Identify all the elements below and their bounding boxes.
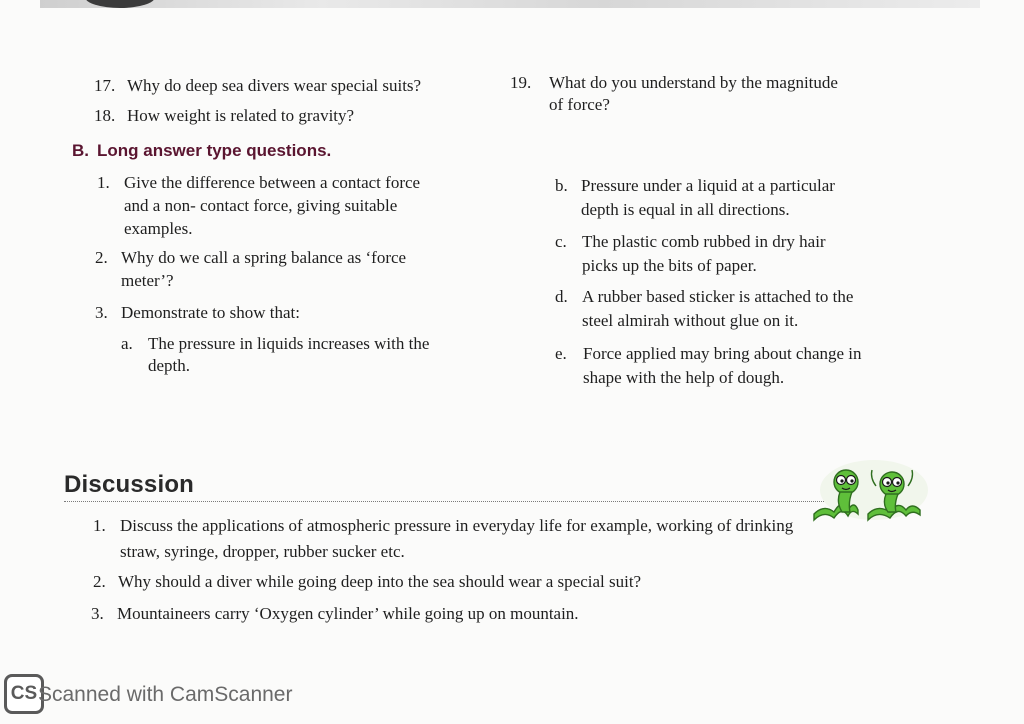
demonstrate-item-b (555, 174, 925, 222)
question-text: How weight is related to gravity? (127, 106, 355, 125)
item-text-line: Pressure under a liquid at a particular (581, 176, 835, 195)
question-number: 3. (95, 303, 108, 322)
item-text-line: A rubber based sticker is attached to the (582, 287, 854, 306)
discussion-heading: Discussion (64, 471, 195, 498)
item-text-line: depth. (148, 356, 191, 375)
long-question-2 (95, 246, 495, 294)
item-text-line: Force applied may bring about change in (583, 344, 862, 363)
question-text-line: and a non- contact force, giving suitable (124, 196, 398, 215)
item-label: d. (555, 287, 568, 306)
demonstrate-item-c (555, 230, 925, 278)
item-number: 2. (93, 572, 106, 591)
item-label: c. (555, 232, 567, 251)
section-letter: B. (72, 141, 89, 160)
item-text-line: steel almirah without glue on it. (582, 311, 799, 330)
question-number: 17. (94, 76, 116, 95)
question-number: 18. (94, 106, 116, 125)
question-text: Why do deep sea divers wear special suits? (127, 76, 422, 95)
question-17 (94, 74, 494, 98)
item-text: Mountaineers carry ‘Oxygen cylinder’ while going up on mountain. (117, 604, 579, 623)
item-text-line: Discuss the applications of atmospheric pressure in everyday life for example, working of drinking (120, 516, 794, 535)
demonstrate-item-d (555, 285, 925, 333)
discussion-item-2 (93, 570, 923, 594)
long-question-1 (97, 171, 497, 243)
question-19 (510, 71, 930, 119)
watermark-text: Scanned with CamScanner (38, 683, 293, 706)
item-text-line: The pressure in liquids increases with the (148, 334, 430, 353)
top-photo-edge (40, 0, 980, 8)
question-text-line: of force? (549, 95, 610, 114)
item-label: e. (555, 344, 567, 363)
discussion-item-1 (93, 514, 923, 562)
item-text-line: depth is equal in all directions. (581, 200, 790, 219)
item-text-line: The plastic comb rubbed in dry hair (582, 232, 826, 251)
demonstrate-item-e (555, 342, 925, 390)
item-text-line: picks up the bits of paper. (582, 256, 757, 275)
question-18 (94, 104, 494, 128)
demonstrate-item-a (121, 332, 491, 380)
camscanner-logo-icon: CS (4, 674, 44, 714)
question-text-line: examples. (124, 219, 193, 238)
question-number: 1. (97, 173, 110, 192)
question-number: 19. (510, 73, 532, 92)
item-text: Why should a diver while going deep into the sea should wear a special suit? (118, 572, 642, 591)
camscanner-watermark (4, 674, 404, 714)
section-title: Long answer type questions. (97, 141, 332, 160)
discussion-item-3 (91, 602, 921, 626)
discussion-divider (64, 501, 824, 502)
item-number: 1. (93, 516, 106, 535)
question-text-line: meter’? (121, 271, 174, 290)
item-label: a. (121, 334, 133, 353)
question-text: Demonstrate to show that: (121, 303, 300, 322)
question-text-line: Why do we call a spring balance as ‘force (121, 248, 407, 267)
question-text-line: What do you understand by the magnitude (549, 73, 838, 92)
section-b-heading (72, 141, 331, 161)
item-label: b. (555, 176, 568, 195)
question-number: 2. (95, 248, 108, 267)
question-text-line: Give the difference between a contact force (124, 173, 421, 192)
item-text-line: straw, syringe, dropper, rubber sucker etc. (120, 542, 405, 561)
item-text-line: shape with the help of dough. (583, 368, 785, 387)
long-question-3 (95, 301, 495, 325)
item-number: 3. (91, 604, 104, 623)
